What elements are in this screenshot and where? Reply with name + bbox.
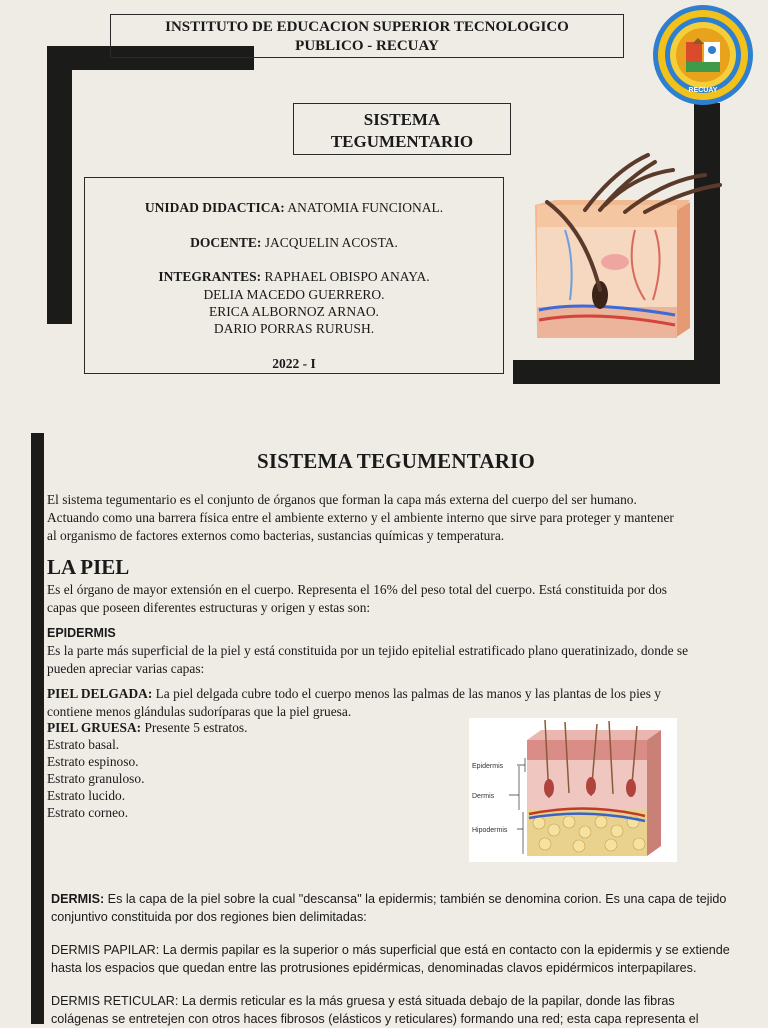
diagram-label-epidermis: Epidermis [472,763,504,770]
intro-line-1: El sistema tegumentario es el conjunto de órganos que forman la capa más externa del cuerpo del ser humano. [47,492,637,507]
integrante-2: DELIA MACEDO GUERRERO. [203,287,385,302]
period: 2022 - I [272,356,316,371]
piel-delgada-line-2: contiene menos glándulas sudoríparas que la piel gruesa. [47,704,352,719]
logo-text: RECUAY [688,87,718,94]
info-box [84,177,504,374]
estrato-item: Estrato corneo. [47,805,129,820]
unidad-value: ANATOMIA FUNCIONAL. [284,200,444,215]
piel-heading: LA PIEL [47,555,130,579]
integrante-4: DARIO PORRAS RURUSH. [213,321,375,336]
epidermis-heading: EPIDERMIS [47,626,116,640]
title-box [293,103,511,155]
docente-label: DOCENTE: [190,235,262,250]
integrantes-row [85,268,503,285]
docente-row [85,234,503,251]
piel-line-2: capas que poseen diferentes estructuras y origen y estas son: [47,600,371,615]
papilar-line-1: DERMIS PAPILAR: La dermis papilar es la superior o más superficial que está en contacto con la epidermis y se extiende [51,943,730,957]
skin-layers-svg [469,718,677,862]
epidermis-line-2: pueden apreciar varias capas: [47,661,205,676]
skin-layers-diagram [469,718,677,862]
piel-delgada-label: PIEL DELGADA: [47,686,153,701]
epidermis-line-1: Es la parte más superficial de la piel y está constituida por un tejido epitelial estratificado plano queratinizado, donde se [47,643,689,658]
institution-line-1: INSTITUTO DE EDUCACION SUPERIOR TECNOLOGICO [165,19,569,35]
piel-paragraph [47,581,767,617]
diagram-label-hipodermis: Hipodermis [472,827,508,834]
integrante-3: ERICA ALBORNOZ ARNAO. [209,304,379,319]
dermis-label: DERMIS: [51,892,105,906]
piel-gruesa-paragraph [47,719,447,822]
dermis-papilar-paragraph [51,941,767,977]
estrato-item: Estrato lucido. [47,788,126,803]
integrante-1: RAPHAEL OBISPO ANAYA. [261,269,430,284]
frame-bar-left [47,46,72,324]
institution-line-2: PUBLICO - RECUAY [295,38,439,54]
dermis-line-2: conjuntivo constituida por dos regiones bien delimitadas: [51,910,367,924]
estrato-item: Estrato granuloso. [47,771,145,786]
reticular-line-2: colágenas se entretejen con otros haces fibrosos (elásticos y reticulares) formando una red; esta capa representa el [51,1012,699,1026]
unidad-row [85,199,503,216]
reticular-line-1: DERMIS RETICULAR: La dermis reticular es la más gruesa y está situada debajo de la papilar, donde las fibras [51,994,675,1008]
intro-line-3: al organismo de factores externos como bacterias, sustancias químicas y temperatura. [47,528,505,543]
intro-paragraph [47,491,767,545]
article-heading: SISTEMA TEGUMENTARIO [256,449,536,473]
page-side-bar [31,433,44,865]
diagram-label-dermis: Dermis [472,793,495,800]
piel-delgada-paragraph [47,685,767,721]
piel-gruesa-text: Presente 5 estratos. [141,720,248,735]
dermis-reticular-paragraph [51,992,767,1028]
docente-value: JACQUELIN ACOSTA. [261,235,398,250]
title-line-2: TEGUMENTARIO [330,132,474,151]
integrantes-label: INTEGRANTES: [158,269,262,284]
estrato-item: Estrato basal. [47,737,120,752]
institution-box [110,14,624,58]
estrato-item: Estrato espinoso. [47,754,139,769]
piel-delgada-line-1: La piel delgada cubre todo el cuerpo menos las palmas de las manos y las plantas de los pies y [152,686,661,701]
institution-logo [652,4,754,106]
intro-line-2: Actuando como una barrera física entre el ambiente externo y el ambiente interno que sirve para proteger y mantener [47,510,674,525]
frame-bar-bottom-right [513,360,720,384]
dermis-line-1: Es la capa de la piel sobre la cual "descansa" la epidermis; también se denomina corion. Es una capa de tejido [104,892,727,906]
epidermis-paragraph [47,642,767,678]
dermis-paragraph [51,890,767,926]
piel-line-1: Es el órgano de mayor extensión en el cuerpo. Representa el 16% del peso total del cuerpo. Está constituida por dos [47,582,668,597]
piel-gruesa-label: PIEL GRUESA: [47,720,142,735]
page-side-bar-lower [31,865,44,1024]
title-line-1: SISTEMA [363,110,441,129]
unidad-label: UNIDAD DIDACTICA: [144,200,285,215]
papilar-line-2: hasta los espacios que quedan entre las protrusiones epidérmicas, denominadas clavos epidérmicos interpapilares. [51,961,697,975]
skin-illustration [525,150,730,340]
